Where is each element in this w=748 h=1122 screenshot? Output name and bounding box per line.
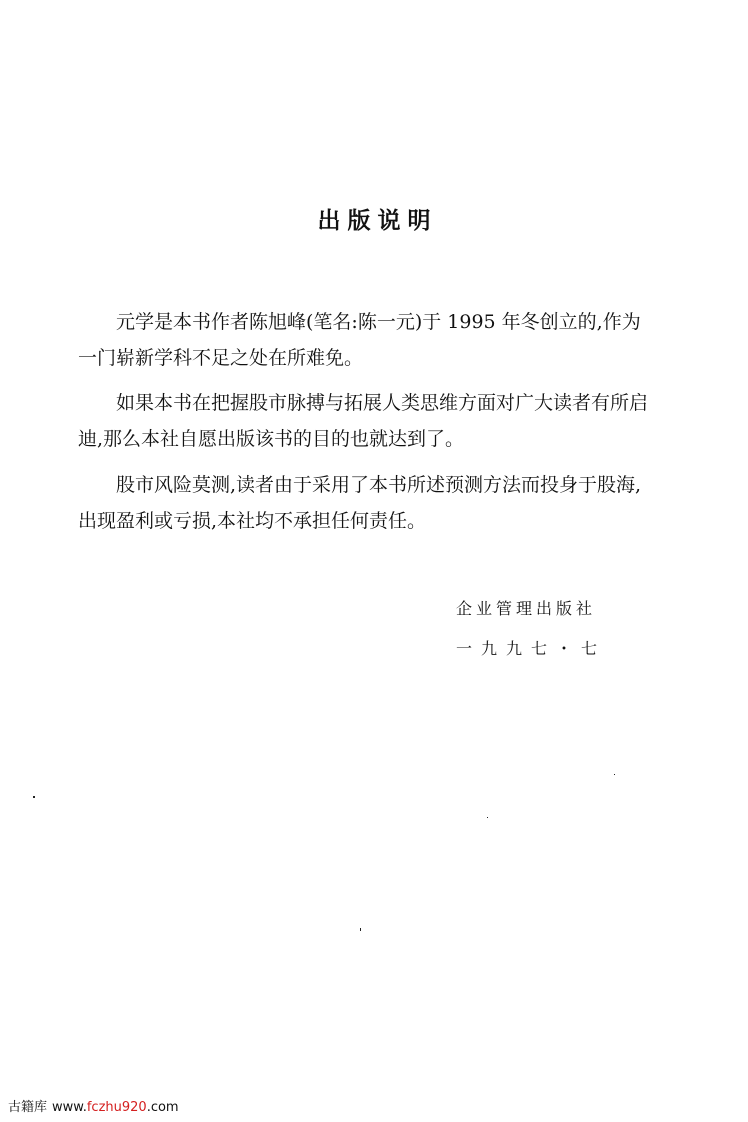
paragraph-intro: 元学是本书作者陈旭峰(笔名:陈一元)于 1995 年冬创立的,作为一门崭新学科不足之处在所难免。 xyxy=(78,311,641,369)
footer-site-name: 古籍库 xyxy=(8,1100,48,1115)
scan-speck xyxy=(614,774,615,775)
scan-speck xyxy=(33,796,35,798)
paragraph-purpose: 如果本书在把握股市脉搏与拓展人类思维方面对广大读者有所启迪,那么本社自愿出版该书的目的也就达到了。 xyxy=(78,392,649,450)
footer-url-highlight[interactable]: fczhu920 xyxy=(86,1100,147,1115)
footer-watermark xyxy=(8,1096,179,1115)
footer-url-suffix[interactable]: .com xyxy=(146,1100,179,1115)
scan-speck xyxy=(360,928,361,931)
paragraph-disclaimer: 股市风险莫测,读者由于采用了本书所述预测方法而投身于股海,出现盈利或亏损,本社均不承担任何责任。 xyxy=(78,474,642,532)
footer-url-prefix[interactable]: www. xyxy=(52,1100,87,1115)
publication-date: 一九九七・七 xyxy=(456,639,607,658)
publisher-signature: 企业管理出版社 xyxy=(456,599,597,618)
scan-speck xyxy=(487,817,488,818)
page-title: 出版说明 xyxy=(317,208,438,234)
